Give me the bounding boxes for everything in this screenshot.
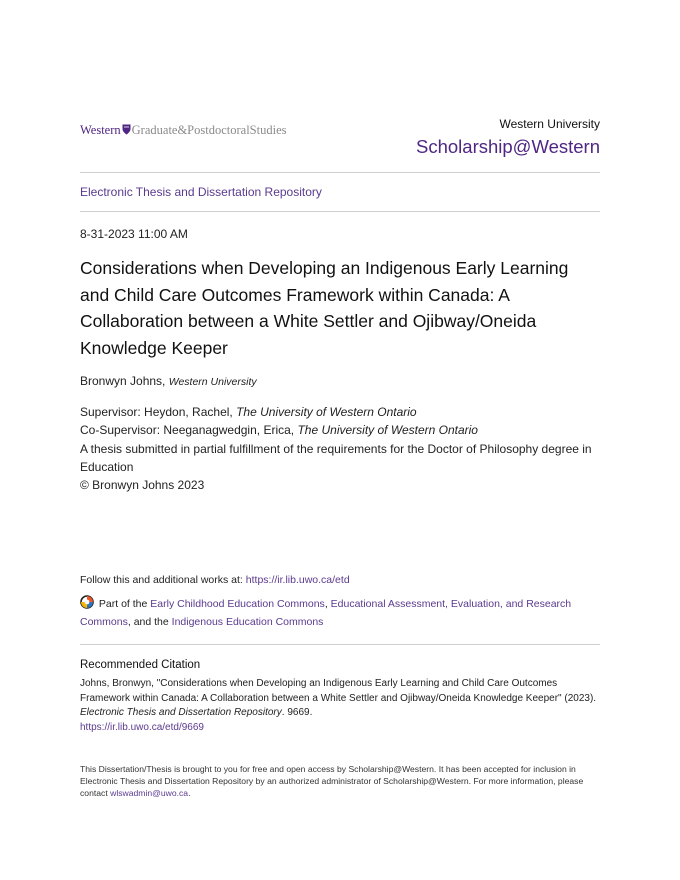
indigenous-education-commons-link[interactable]: Indigenous Education Commons: [171, 616, 324, 628]
citation-heading: Recommended Citation: [80, 659, 201, 671]
footer-end: .: [188, 788, 191, 799]
part-of-line: [80, 595, 602, 631]
copyright: © Bronwyn Johns 2023: [80, 478, 205, 493]
co-supervisor-line: [80, 421, 602, 439]
citation-url-link[interactable]: https://ir.lib.uwo.ca/etd/9669: [80, 721, 204, 733]
citation-body: [80, 677, 602, 735]
institution-name: Western University: [499, 117, 600, 131]
supervisor-label: Supervisor: Heydon, Rachel,: [80, 405, 233, 419]
publication-date: 8-31-2023 11:00 AM: [80, 227, 188, 241]
repository-link[interactable]: Electronic Thesis and Dissertation Repository: [80, 185, 322, 199]
divider: [80, 172, 600, 173]
author-affiliation: Western University: [168, 376, 257, 388]
citation-journal: Electronic Thesis and Dissertation Repository: [80, 707, 282, 718]
educational-assessment-commons-link[interactable]: Educational Assessment, Evaluation, and Research Commons: [80, 598, 572, 628]
early-childhood-commons-link[interactable]: Early Childhood Education Commons: [150, 598, 325, 610]
part-of-separator: ,: [324, 598, 328, 610]
citation-number: . 9669.: [281, 707, 313, 718]
follow-line: [80, 574, 350, 586]
footer-text: This Dissertation/Thesis is brought to you for free and open access by Scholarship@Western. It has been accepted for inclusion in Electronic Thesis and Dissertation Repository by an authorized administrator of Scholarship@Western. For more information, please contact: [80, 764, 584, 799]
logo-gps-text: Graduate&PostdoctoralStudies: [131, 123, 287, 137]
citation-text: Johns, Bronwyn, "Considerations when Developing an Indigenous Early Learning and Child Care Outcomes Framework within Canada: A Collaboration between a White Settler and Ojibway/Oneida Knowledge Keeper" (2023).: [80, 678, 597, 704]
thesis-metadata: [80, 403, 602, 494]
commons-network-icon: [80, 595, 94, 609]
author-name: Bronwyn Johns,: [80, 374, 166, 388]
follow-text: Follow this and additional works at:: [80, 574, 243, 586]
divider: [80, 644, 600, 645]
part-of-prefix: Part of the: [98, 598, 148, 610]
western-gps-logo: [80, 123, 287, 138]
author-line: [80, 374, 257, 388]
degree-statement: A thesis submitted in partial fulfillment of the requirements for the Doctor of Philosophy degree in Education: [80, 441, 592, 474]
etd-link[interactable]: https://ir.lib.uwo.ca/etd: [245, 574, 350, 586]
supervisor-affiliation: The University of Western Ontario: [236, 405, 417, 419]
co-supervisor-label: Co-Supervisor: Neeganagwedgin, Erica,: [80, 423, 295, 438]
logo-western-text: Western: [80, 123, 121, 137]
contact-email-link[interactable]: wlswadmin@uwo.ca: [110, 788, 189, 799]
divider: [80, 211, 600, 212]
thesis-title: Considerations when Developing an Indigenous Early Learning and Child Care Outcomes Framework within Canada: A Collaboration between a White Settler and Ojibway/Oneida Knowledge Keeper: [80, 258, 569, 358]
supervisor-line: [80, 403, 602, 421]
shield-icon: [122, 124, 131, 135]
brand-name[interactable]: Scholarship@Western: [416, 136, 600, 157]
part-of-separator: , and the: [127, 616, 169, 628]
access-footer: [80, 763, 602, 800]
co-supervisor-affiliation: The University of Western Ontario: [297, 423, 478, 438]
